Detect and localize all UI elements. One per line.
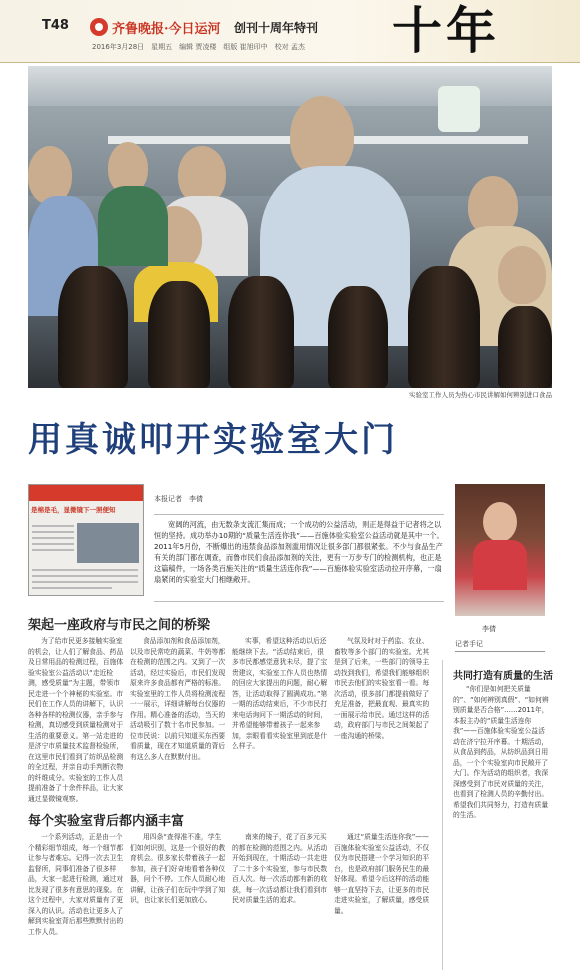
photo-caption: 实验室工作人员为热心市民讲解如何辨别进口食品 <box>409 391 552 399</box>
reporter-photo <box>455 484 545 616</box>
clipping-text-line <box>32 531 74 533</box>
clipping-masthead <box>29 485 143 501</box>
column-divider <box>442 660 443 970</box>
photo-bottle <box>408 266 480 388</box>
clipping-text-line <box>32 549 74 551</box>
photo-bottle <box>498 306 552 388</box>
subhead-bridge: 架起一座政府与市民之间的桥梁 <box>28 618 211 633</box>
clipping-text-line <box>32 525 74 527</box>
page-number: T48 <box>42 18 69 33</box>
anniversary-calligraphy: 十年 <box>392 1 500 60</box>
body-column-3: 实事，希望这种活动以后还能继续下去。“活动结束后，很多市民都感觉意犹未尽，提了宝贵建议，实验室工作人员也热情的回应大家提出的问题，耐心解答，让活动取得了圆满成功。”第一期的活动结束后，不少市民打来电话询问下一期活动的时间，并希望能够带着孩子一起来参加，亲眼看看实验室里到底是什么样子。 <box>232 637 328 750</box>
reporter-notes-label: 记者手记 <box>455 639 545 652</box>
clipping-text-line <box>32 581 138 583</box>
photo-bottle <box>148 281 210 388</box>
photo-man-shirt <box>98 186 168 266</box>
photo-bottle <box>58 266 128 388</box>
subhead-quality-life: 共同打造有质量的生活 <box>453 671 553 682</box>
reporter-face <box>483 502 517 542</box>
body-column-2: 食品添加剂和食品添加剂，以及市民常吃的蔬菜、牛奶等都在检测的范围之内。又到了一次活动，经过实验后，市民们发现原来许多食品都有严格的标准。实验室里的工作人员将检测流程一一展示，详细讲解每台仪器的作用。精心准备的活动，当天的活动吸引了数十名市民参加。一位市民说：以前只知道买东西要看质量，现在才知道质量的背后有这么多人在默默付出。 <box>130 637 226 761</box>
clipping-text-line <box>32 543 74 545</box>
special-edition-title: 创刊十周年特刊 <box>234 21 319 35</box>
archive-clipping <box>28 484 144 596</box>
headline: 用真诚叩开实验室大门 <box>28 420 398 460</box>
body-column-1: 为了给市民更多接触实验室的机会，让人们了解食品、药品及日常用品的检测过程，百施体验实验室公益活动以“走近检测，感受质量”为主题，带领市民走进一个个神秘的实验室。市民们在工作人员的讲解下，认识各种各样的检测仪器，亲手参与检测，真切感受到质量检测对于生活的重要意义。第一站走进的是济宁市质量技术监督检验所，在这里市民们看到了纺织品检测的全过程，并亲自动手判断衣物的纤维成分。实验室的工作人员提前准备了十余件样品，让大家通过显微镜观察。 <box>28 637 124 802</box>
reporter-notes-column: “你们是如何把关质量的”、“如何辨别真假”、“如何辨别质量是否合格”……2011年，本报主办的“质量生活连你我”——百施体验实验室公益活动在济宁拉开序幕。十期活动，从食品到药品，从纺织品到日用品，一个个实验室向市民敞开了大门。作为活动的组织者，我深深感受到了市民对质量的关注，也看到了检测人员的辛勤付出。希望我们共同努力，打造有质量的生活。 <box>453 685 549 819</box>
clipping-text-line <box>32 537 74 539</box>
newspaper-logo-icon <box>90 18 108 36</box>
newspaper-name: 齐鲁晚报·今日运河 <box>112 22 221 37</box>
body-column-7: 南来的镜子，花了百多元买的都在检测的范围之内。从活动开始到现在，十期活动一共走进了二十多个实验室，参与市民数百人次。每一次活动都有新的收获，每一次活动都让我们看到市民对质量生活的追求。 <box>232 833 328 904</box>
body-column-5: 一个系列活动，正是由一个个精彩细节组成，每一个细节都让参与者难忘。记得一次去卫生监督所，同事们准备了很多样品，大家一起进行检测，通过对比发现了很多有意思的现象。在这个过程中，大家对质量有了更深入的认识。活动也让更多人了解到实验室背后那些默默付出的工作人员。 <box>28 833 124 936</box>
body-column-6: 用四条“查得准不准，学生们如何识别，这是一个很好的教育机会。很多家长带着孩子一起参加，孩子们好奇地看着各种仪器，问个不停。工作人员耐心地讲解，让孩子们在玩中学到了知识，也让家长们更加放心。 <box>130 833 226 904</box>
clipping-photo <box>77 523 139 563</box>
clipping-text-line <box>32 587 112 589</box>
edition-meta: 2016年3月28日 星期五 编辑 贾凌楼 组版 崔旭印中 校对 孟杰 <box>92 43 305 51</box>
clipping-text-line <box>32 569 138 571</box>
reporter-jacket <box>473 540 527 590</box>
lead-box <box>154 514 444 602</box>
page-header <box>0 0 580 63</box>
body-column-4: 气氛及时对于药监、农业、畜牧等多个部门的实验室。尤其是到了后来，一些部门的领导主动找到我们，希望我们能够组织市民去他们的实验室看一看。每次活动，很多部门都提前做好了充足准备，把最直观、最真实的一面展示给市民。通过这样的活动，政府部门与市民之间架起了一座沟通的桥梁。 <box>334 637 430 740</box>
clipping-text-line <box>32 575 138 577</box>
photo-right-child-head <box>498 246 546 304</box>
body-column-8: 通过“质量生活连你我”——百施体验实验室公益活动，不仅仅为市民搭建一个学习知识的平台，也是政府部门服务民生的最好体现。希望今后这样的活动能够一直坚持下去，让更多的市民走进实验室，了解质量，感受质量。 <box>334 833 430 915</box>
main-photo <box>28 66 552 388</box>
subhead-lab-content: 每个实验室背后都内涵丰富 <box>28 814 185 829</box>
photo-technician-head <box>290 96 354 176</box>
reporter-name: 李倩 <box>482 625 496 633</box>
clipping-title: 是棉是毛，显微镜下一照便知 <box>31 506 116 514</box>
photo-bottle <box>328 286 388 388</box>
byline: 本报记者 李倩 <box>154 495 203 503</box>
photo-bottle <box>228 276 294 388</box>
photo-sample-package <box>438 86 480 132</box>
lead-paragraph: 宽阔的河流，由无数条支流汇集而成；一个成功的公益活动，则正是得益于记者将之以恒的坚持。成功举办10期的“质量生活连你我”——百施体验实验室公益活动就是其中一个。2011年5月份，不断爆出的违禁食品添加剂滥用情况让很多部门都很紧张。不少与食品生产有关的部门都在调查，而鲁市民们食品添加剂的关注，更有一万步专门的检测机构，也正是这篇稿件，一场各类百施关注的“质量生活连你我”——百施体验实验室活动拉开序幕，一扇扇紧闭的实验室大门相继敞开。 <box>154 520 444 584</box>
